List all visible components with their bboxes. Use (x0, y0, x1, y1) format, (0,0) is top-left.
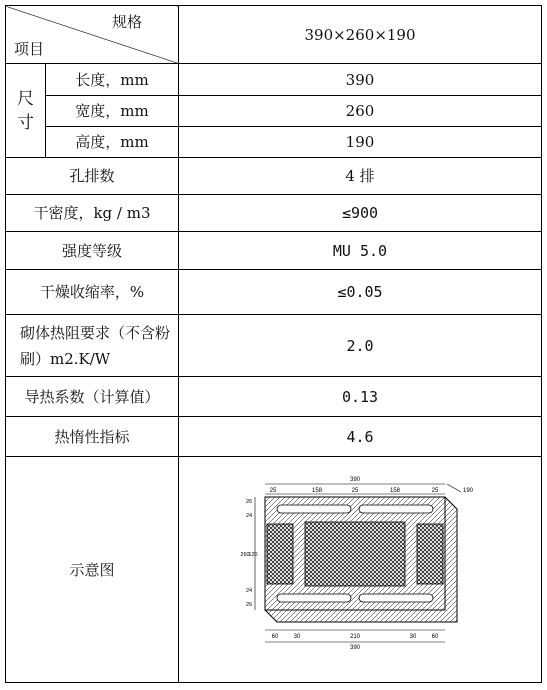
top-seg-2: 158 (311, 488, 323, 494)
length-value: 390 (179, 64, 542, 96)
thermal-resistance-label: 砌体热阻要求（不含粉刷）m2.K/W (6, 315, 179, 377)
left-seg-2: 24 (245, 513, 253, 519)
shrinkage-label: 干燥收缩率，% (6, 270, 179, 315)
left-total-dim: 260 (240, 552, 250, 558)
strength-grade-value: MU 5.0 (179, 232, 542, 270)
spec-value: 390×260×190 (179, 6, 542, 64)
size-group-label (6, 64, 46, 158)
diagram-cell (179, 457, 542, 683)
height-label: 高度，mm (46, 127, 179, 158)
bottom-seg-3: 210 (349, 634, 361, 640)
conductivity-label: 导热系数（计算值） (6, 377, 179, 417)
top-seg-4: 158 (389, 488, 401, 494)
diagram-label: 示意图 (6, 457, 179, 683)
conductivity-value: 0.13 (179, 377, 542, 417)
spec-header-label: 规格 (111, 13, 142, 31)
height-dim: 190 (463, 488, 474, 494)
thermal-resistance-value: 2.0 (179, 315, 542, 377)
shrinkage-value: ≤0.05 (179, 270, 542, 315)
top-seg-3: 25 (351, 488, 359, 494)
left-seg-3: 24 (245, 588, 253, 594)
height-value: 190 (179, 127, 542, 158)
block-diagram (235, 472, 485, 662)
hole-rows-value: 4 排 (179, 158, 542, 195)
top-seg-5: 25 (431, 488, 439, 494)
thermal-inertia-label: 热惰性指标 (6, 417, 179, 457)
dry-density-label: 干密度，kg / m3 (6, 195, 179, 232)
strength-grade-label: 强度等级 (6, 232, 179, 270)
top-total-dim: 390 (349, 477, 361, 483)
spec-table (5, 5, 542, 683)
header-diagonal-cell (6, 6, 179, 64)
thermal-inertia-value: 4.6 (179, 417, 542, 457)
top-seg-1: 25 (269, 488, 277, 494)
hole-rows-label: 孔排数 (6, 158, 179, 195)
size-label-line2: 寸 (17, 112, 34, 133)
size-label-line1: 尺 (17, 88, 34, 109)
width-value: 260 (179, 96, 542, 127)
dry-density-value: ≤900 (179, 195, 542, 232)
bottom-total-dim: 390 (349, 645, 361, 651)
length-label: 长度，mm (46, 64, 179, 96)
item-header-label: 项目 (14, 40, 45, 58)
left-seg-4: 26 (245, 602, 253, 608)
bottom-seg-4: 30 (409, 634, 417, 640)
bottom-seg-1: 60 (271, 634, 279, 640)
left-inner-dim: 120 (248, 552, 258, 558)
bottom-seg-5: 60 (431, 634, 439, 640)
left-seg-1: 26 (245, 499, 253, 505)
bottom-seg-2: 30 (293, 634, 301, 640)
width-label: 宽度，mm (46, 96, 179, 127)
